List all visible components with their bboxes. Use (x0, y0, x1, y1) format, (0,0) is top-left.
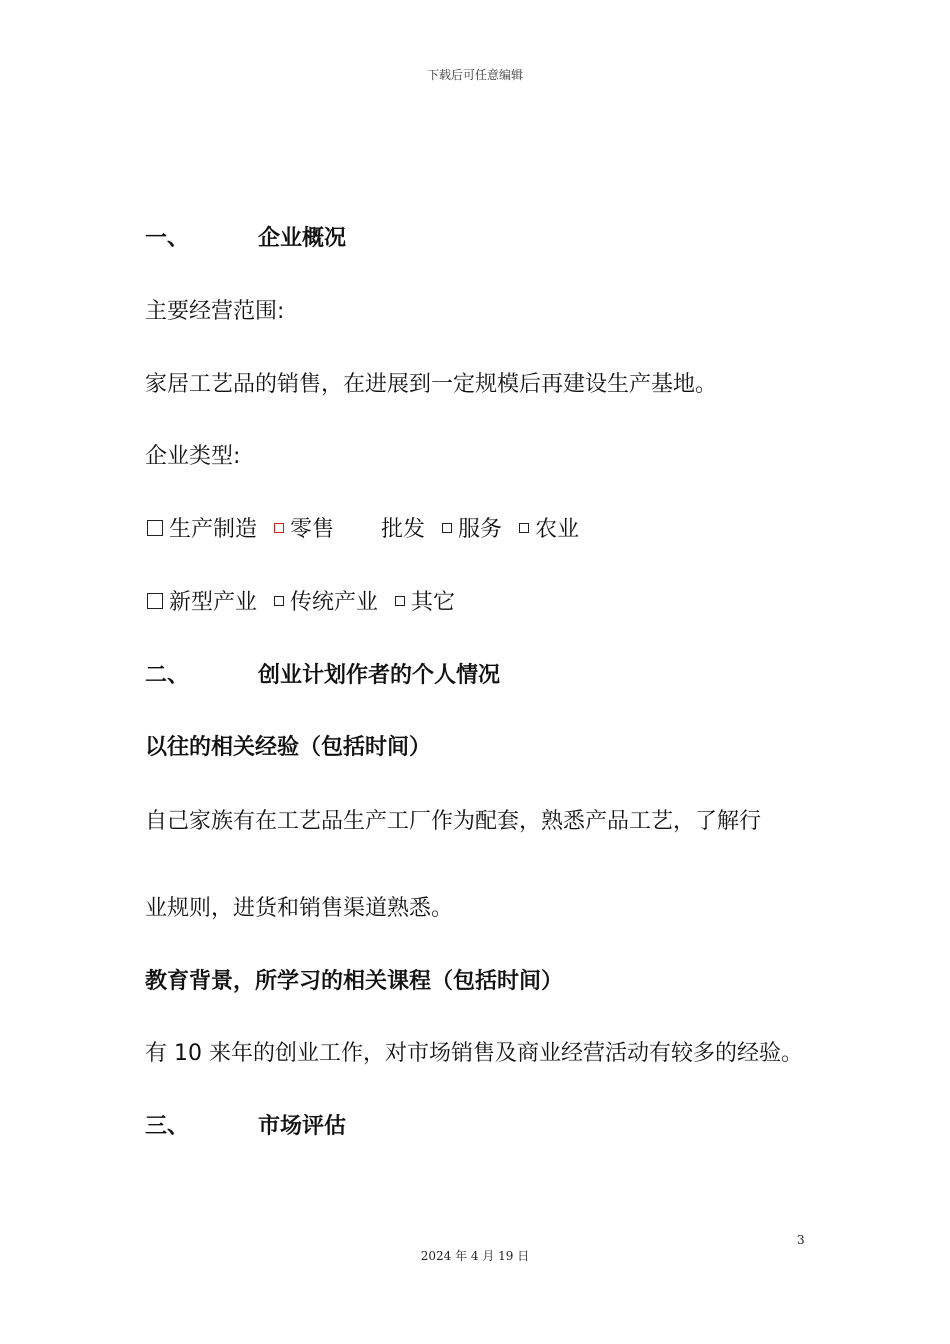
page-number: 3 (797, 1233, 805, 1247)
checkbox-manufacturing[interactable] (147, 520, 163, 536)
type-label: 生产制造 (169, 517, 258, 542)
section-number: 二、 (145, 663, 190, 688)
section-heading-3 (145, 1112, 346, 1142)
section-heading-2 (145, 661, 500, 691)
type-label: 零售 (290, 517, 335, 542)
section-title: 创业计划作者的个人情况 (258, 663, 501, 688)
type-label: 其它 (411, 590, 456, 615)
enterprise-type-label: 企业类型: (145, 444, 241, 469)
experience-text-line-2: 业规则，进货和销售渠道熟悉。 (145, 896, 454, 921)
section-number: 一、 (145, 226, 190, 251)
type-label: 批发 (381, 517, 426, 542)
checkbox-service[interactable] (442, 523, 452, 533)
type-label: 农业 (535, 517, 580, 542)
checkbox-traditional-industry[interactable] (274, 596, 284, 606)
section-number: 三、 (145, 1114, 190, 1139)
checkbox-new-industry[interactable] (147, 593, 163, 609)
section-heading-1 (145, 224, 346, 254)
type-label: 新型产业 (169, 590, 258, 615)
footer-date: 2024 年 4 月 19 日 (420, 1249, 530, 1263)
business-scope-text: 家居工艺品的销售，在进展到一定规模后再建设生产基地。 (145, 372, 718, 397)
section-title: 市场评估 (258, 1114, 347, 1139)
checkbox-other[interactable] (395, 596, 405, 606)
section-title: 企业概况 (258, 226, 347, 251)
business-scope-label: 主要经营范围: (145, 299, 285, 324)
type-label: 服务 (458, 517, 503, 542)
type-label: 传统产业 (290, 590, 379, 615)
enterprise-type-row-2 (145, 588, 455, 618)
page-header: 下载后可任意编辑 (426, 68, 523, 82)
education-label: 教育背景，所学习的相关课程（包括时间） (145, 969, 564, 994)
education-text: 有 10 来年的创业工作，对市场销售及商业经营活动有较多的经验。 (145, 1041, 803, 1066)
experience-label: 以往的相关经验（包括时间） (145, 735, 432, 760)
experience-text-line-1: 自己家族有在工艺品生产工厂作为配套，熟悉产品工艺，了解行 (145, 809, 762, 834)
checkbox-agriculture[interactable] (519, 523, 529, 533)
checkbox-retail[interactable] (274, 523, 284, 533)
enterprise-type-row-1 (145, 515, 579, 545)
